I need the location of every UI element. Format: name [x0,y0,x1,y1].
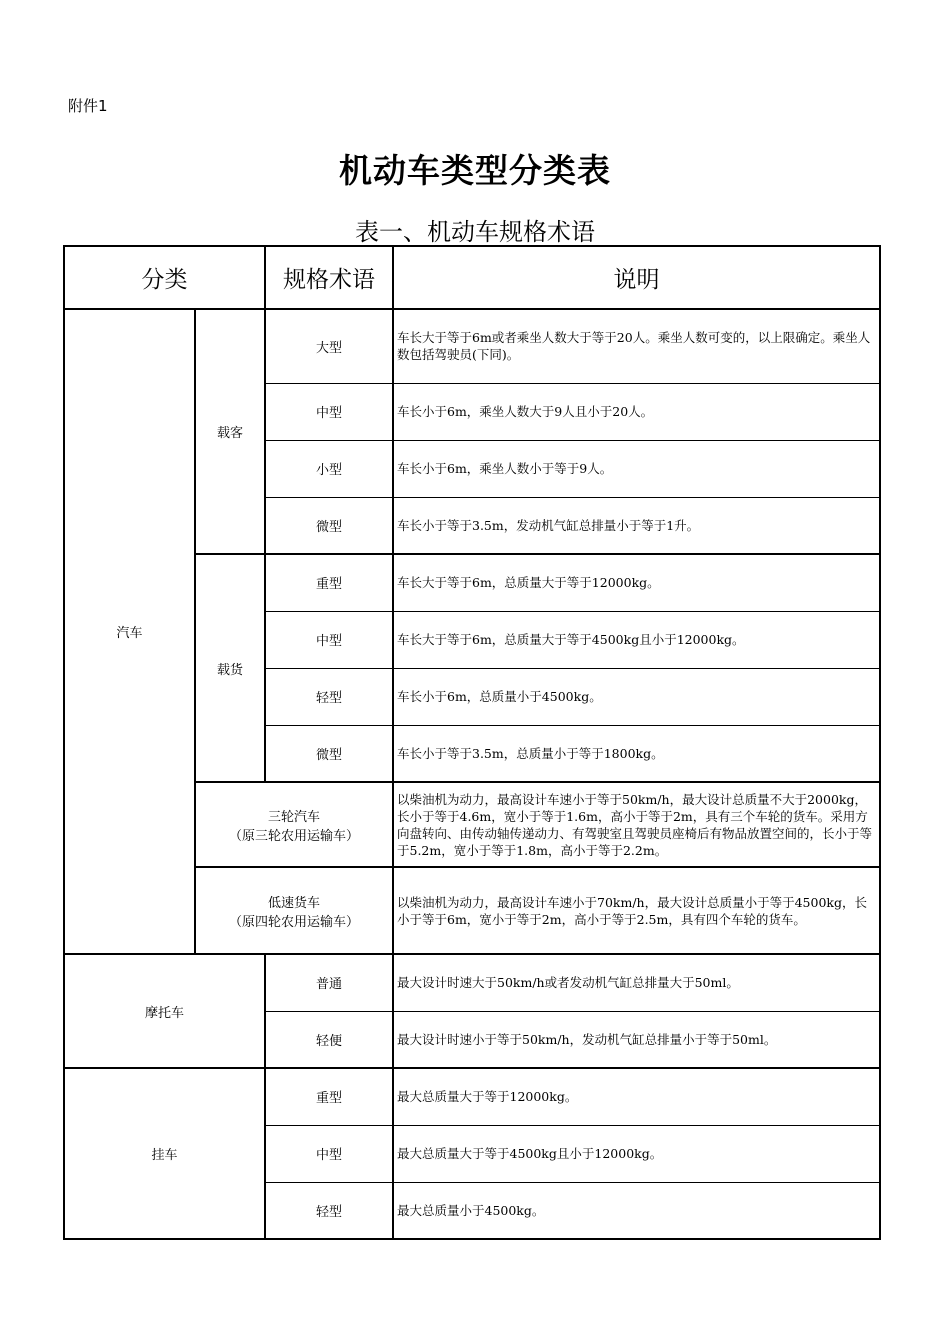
term-cell: 中型 [265,383,393,440]
term-cell: 小型 [265,440,393,497]
desc-cell: 车长大于等于6m，总质量大于等于12000kg。 [393,554,880,611]
category-car: 汽车 [64,309,195,954]
term-cell: 重型 [265,554,393,611]
table-row [64,1068,880,1125]
term-cell: 轻便 [265,1011,393,1068]
term-cell: 微型 [265,497,393,554]
desc-cell: 以柴油机为动力，最高设计车速小于70km/h，最大设计总质量小于等于4500kg，长小于等于6m，宽小于等于2m，高小于等于2.5m，具有四个车轮的货车。 [393,867,880,954]
term-cell: 中型 [265,1125,393,1182]
term-note: （原三轮农用运输车） [228,828,359,844]
desc-cell: 车长小于6m，总质量小于4500kg。 [393,668,880,725]
subcategory-cargo: 载货 [195,554,265,782]
term-cell: 轻型 [265,668,393,725]
desc-cell: 最大总质量大于等于12000kg。 [393,1068,880,1125]
term-cell-low-speed [195,867,393,954]
desc-cell: 车长小于6m，乘坐人数大于9人且小于20人。 [393,383,880,440]
term-cell: 微型 [265,725,393,782]
desc-cell: 最大设计时速小于等于50km/h，发动机气缸总排量小于等于50ml。 [393,1011,880,1068]
desc-cell: 最大总质量小于4500kg。 [393,1182,880,1239]
term-cell: 重型 [265,1068,393,1125]
table-subtitle: 表一、机动车规格术语 [355,218,595,246]
desc-cell: 车长大于等于6m，总质量大于等于4500kg且小于12000kg。 [393,611,880,668]
term-line: 低速货车 [267,895,320,911]
desc-cell: 车长小于6m，乘坐人数小于等于9人。 [393,440,880,497]
attachment-label: 附件1 [68,97,108,115]
subcategory-passenger: 载客 [195,309,265,554]
desc-cell: 以柴油机为动力，最高设计车速小于等于50km/h，最大设计总质量不大于2000kg，长小于等于4.6m，宽小于等于1.6m，高小于等于2m，具有三个车轮的货车。采用方向盘转向、由传动轴传递动力、有驾驶室且驾驶员座椅后有物品放置空间的，长小于等于5.2m，宽小于等于1.8m，高小于等于2.2m。 [393,782,880,867]
vehicle-spec-table [63,245,881,1240]
header-desc: 说明 [393,246,880,309]
header-category: 分类 [64,246,265,309]
table-header-row [64,246,880,309]
table-row [64,954,880,1011]
term-cell: 轻型 [265,1182,393,1239]
term-cell: 中型 [265,611,393,668]
category-trailer: 挂车 [64,1068,265,1239]
term-cell: 普通 [265,954,393,1011]
term-cell: 大型 [265,309,393,383]
category-motorcycle: 摩托车 [64,954,265,1068]
table-row [64,309,880,383]
page-title: 机动车类型分类表 [339,151,611,190]
desc-cell: 车长大于等于6m或者乘坐人数大于等于20人。乘坐人数可变的，以上限确定。乘坐人数包括驾驶员(下同)。 [393,309,880,383]
desc-cell: 最大总质量大于等于4500kg且小于12000kg。 [393,1125,880,1182]
desc-cell: 车长小于等于3.5m，总质量小于等于1800kg。 [393,725,880,782]
header-term: 规格术语 [265,246,393,309]
term-note: （原四轮农用运输车） [228,914,359,930]
term-cell-three-wheel [195,782,393,867]
desc-cell: 最大设计时速大于50km/h或者发动机气缸总排量大于50ml。 [393,954,880,1011]
term-line: 三轮汽车 [267,809,320,825]
desc-cell: 车长小于等于3.5m，发动机气缸总排量小于等于1升。 [393,497,880,554]
